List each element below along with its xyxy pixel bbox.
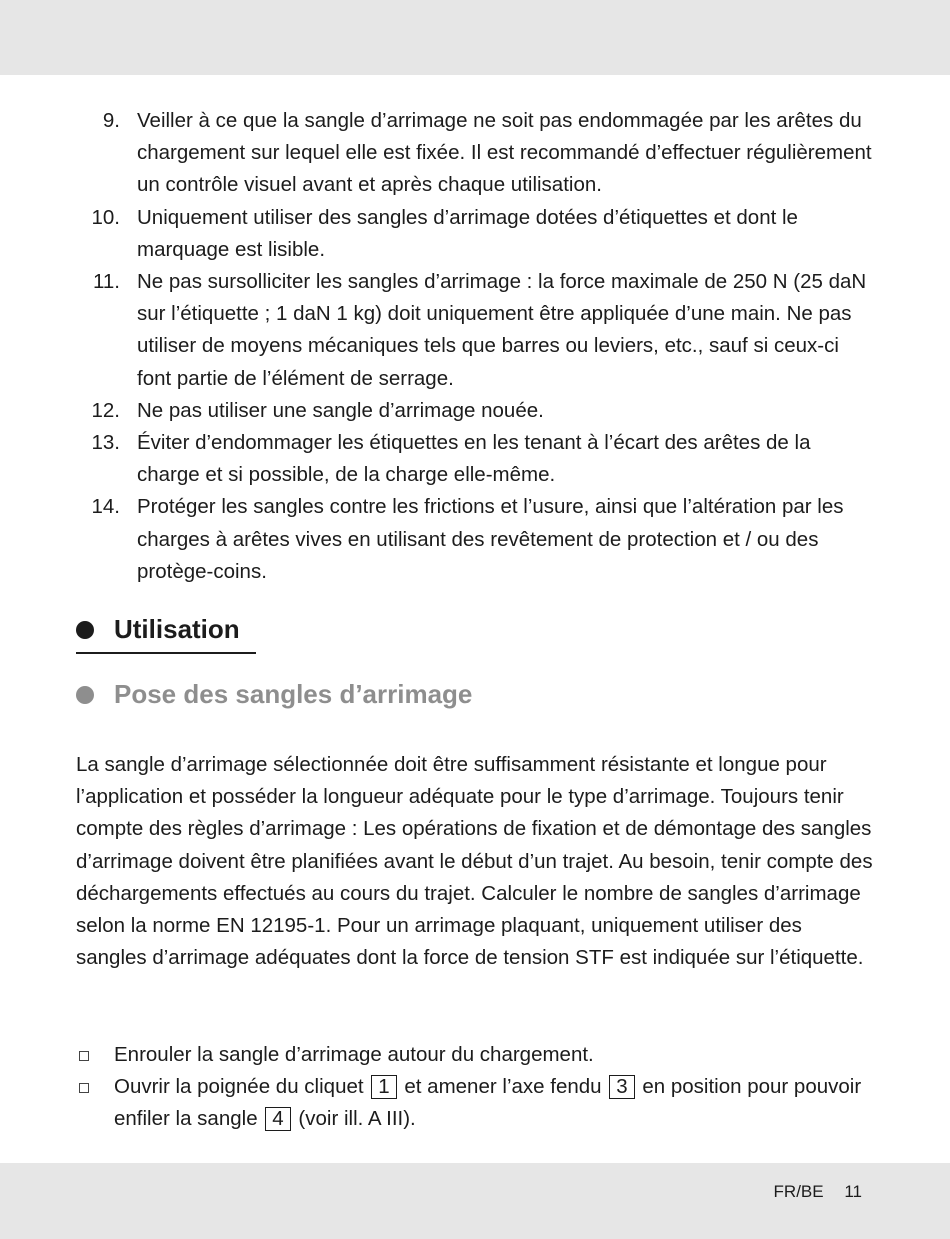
- top-margin-band: [0, 0, 950, 75]
- checkbox-bullet-icon: [79, 1083, 89, 1093]
- language-code: FR/BE: [773, 1182, 824, 1201]
- checkbox-bullet-icon: [79, 1051, 89, 1061]
- safety-instructions-list: [76, 105, 876, 588]
- step-text: Ouvrir la poignée du cliquet: [114, 1075, 364, 1099]
- bullet-dot-icon: [76, 686, 94, 704]
- list-item: [76, 202, 876, 266]
- body-paragraph: La sangle d’arrimage sélectionnée doit être suffisamment résistante et longue pour l’application et posséder la longueur adéquate pour le type d’arrimage. Toujours tenir compte des règles d’arrimage : Les opérations de fixation et de démontage des sangles d’arrimage doivent être planifiées avant le début d’un trajet. Au besoin, tenir compte des déchargements effectués au cours du trajet. Calculer le nombre de sangles d’arrimage selon la norme EN 12195-1. Pour un arrimage plaquant, uniquement utiliser des sangles d’arrimage adéquates dont la force de tension STF est indiquée sur l’étiquette.: [76, 753, 873, 970]
- step-text: Enrouler la sangle d’arrimage autour du chargement.: [114, 1043, 594, 1066]
- step-text: en position pour pouvoir enfiler la sangle: [114, 1075, 862, 1131]
- step-text: et amener l’axe fendu: [404, 1075, 602, 1099]
- item-text: Veiller à ce que la sangle d’arrimage ne soit pas endommagée par les arêtes du chargement sur lequel elle est fixée. Il est recommandé d’effectuer régulièrement un contrôle visuel avant et après chaque utilisation.: [137, 109, 872, 197]
- item-number: 13.: [91, 431, 120, 455]
- subsection-heading-text: Pose des sangles d’arrimage: [114, 679, 473, 709]
- list-item: [76, 266, 876, 395]
- item-text: Ne pas utiliser une sangle d’arrimage nouée.: [137, 398, 544, 422]
- step-item: [76, 1071, 881, 1135]
- item-number: 11.: [93, 270, 120, 294]
- list-item: [76, 105, 876, 202]
- list-item: [76, 427, 876, 491]
- list-item: [76, 395, 876, 427]
- step-item: [76, 1039, 881, 1071]
- item-number: 9.: [102, 109, 120, 132]
- page-footer: [774, 1182, 862, 1202]
- heading-underline: [76, 652, 256, 654]
- page-number: 11: [844, 1182, 862, 1201]
- item-number: 14.: [91, 495, 120, 519]
- part-reference-box: 4: [265, 1107, 290, 1131]
- item-text: Uniquement utiliser des sangles d’arrimage dotées d’étiquettes et dont le marquage est lisible.: [137, 205, 798, 261]
- item-text: Éviter d’endommager les étiquettes en les tenant à l’écart des arêtes de la charge et si possible, de la charge elle-même.: [137, 431, 811, 487]
- list-item: [76, 491, 876, 588]
- section-heading: [76, 614, 240, 645]
- item-text: Ne pas sursolliciter les sangles d’arrimage : la force maximale de 250 N (25 daN sur l’étiquette ; 1 daN 1 kg) doit uniquement être appliquée d’une main. Ne pas utiliser de moyens mécaniques tels que barres ou leviers, etc., sauf si ceux-ci font partie de l’élément de serrage.: [137, 270, 867, 390]
- step-text: (voir ill. A III).: [298, 1107, 416, 1131]
- part-reference-box: 1: [371, 1075, 396, 1099]
- steps-list: [76, 1039, 881, 1136]
- bullet-dot-icon: [76, 621, 94, 639]
- item-text: Protéger les sangles contre les frictions et l’usure, ainsi que l’altération par les charges à arêtes vives en utilisant des revêtement de protection et / ou des protège-coins.: [137, 495, 844, 583]
- part-reference-box: 3: [609, 1075, 634, 1099]
- section-heading-text: Utilisation: [114, 614, 240, 644]
- item-number: 12.: [91, 398, 120, 422]
- item-number: 10.: [91, 205, 120, 229]
- subsection-heading: [76, 679, 472, 710]
